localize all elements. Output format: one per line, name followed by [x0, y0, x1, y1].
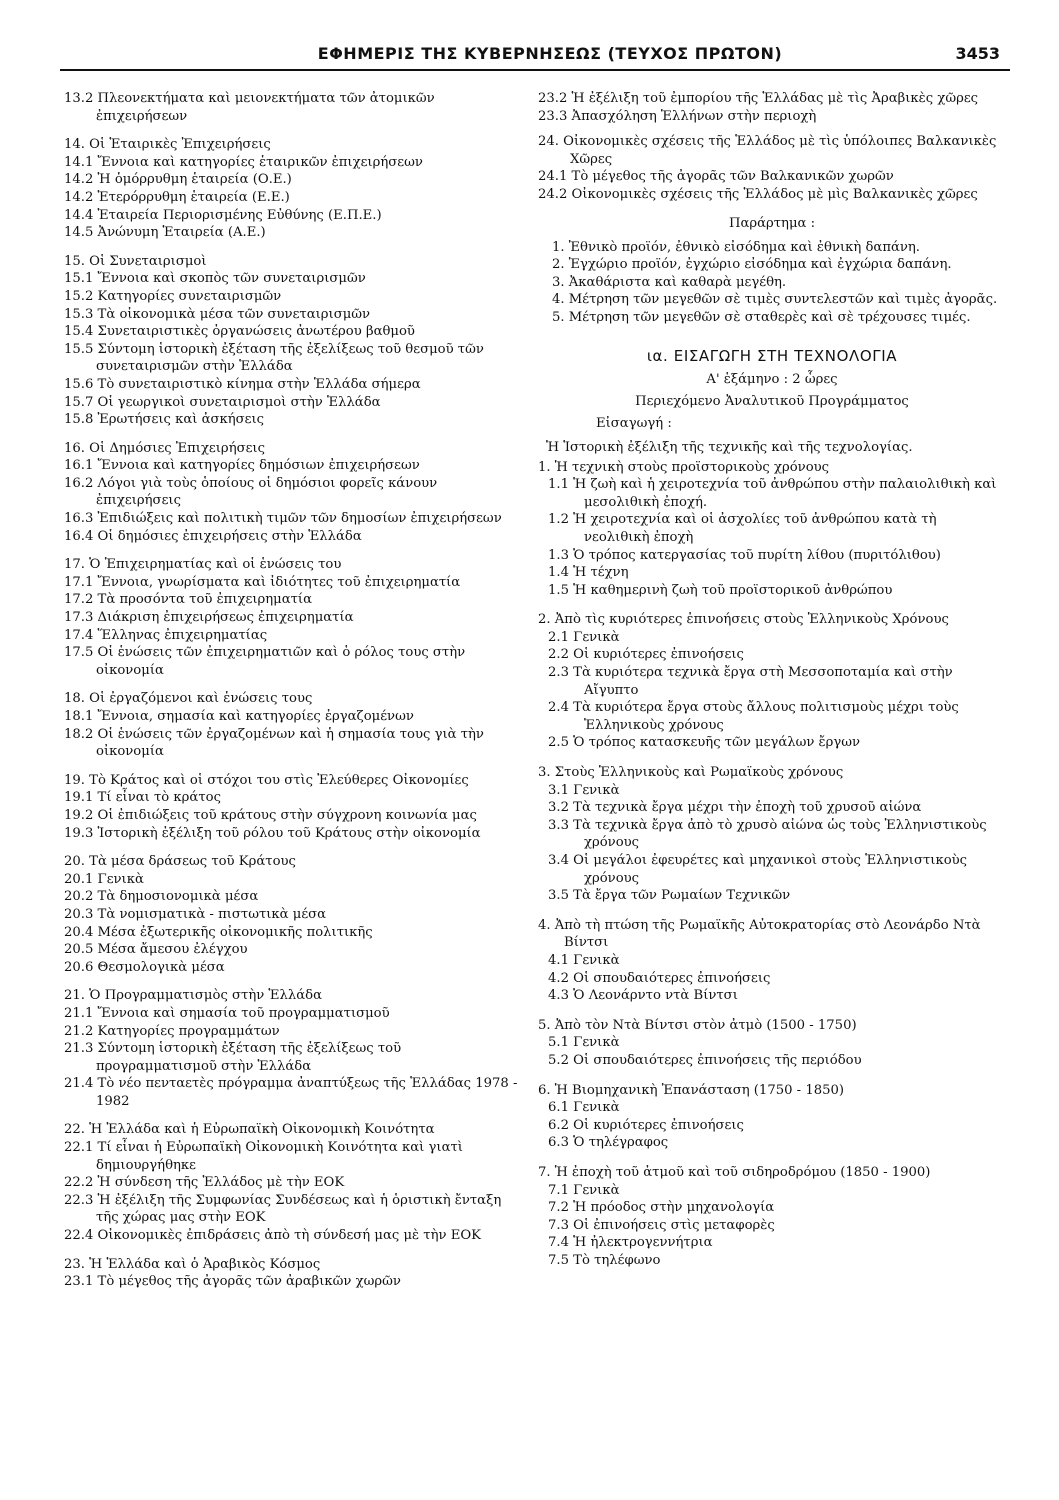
- chapter-heading: 21. Ὁ Προγραμματισμὸς στὴν Ἑλλάδα: [64, 988, 322, 1004]
- syllabus-subunit: 3.5 Τὰ ἔργα τῶν Ρωμαίων Τεχνικῶν: [548, 888, 791, 904]
- chapter-heading: 15. Οἱ Συνεταιρισμοὶ: [64, 253, 207, 269]
- chapter-subitem: 15.3 Τὰ οἰκονομικὰ μέσα τῶν συνεταιρισμῶν: [64, 306, 371, 322]
- chapter-heading: 14. Οἱ Ἑταιρικὲς Ἐπιχειρήσεις: [64, 137, 271, 153]
- syllabus-unit: 2. Ἀπὸ τὶς κυριότερες ἐπινοήσεις στοὺς Ἑλληνικοὺς Χρόνους: [538, 612, 949, 628]
- appendix-item: 2. Ἐγχώριο προϊόν, ἐγχώριο εἰσόδημα καὶ ἐγχώρια δαπάνη.: [552, 257, 952, 273]
- syllabus-subunit: 5.2 Οἱ σπουδαιότερες ἐπινοήσεις τῆς περιόδου: [548, 1052, 862, 1068]
- chapter-subitem: 14.1 Ἔννοια καὶ κατηγορίες ἑταιρικῶν ἐπιχειρήσεων: [64, 154, 423, 170]
- chapter-subitem: 21.1 Ἔννοια καὶ σημασία τοῦ προγραμματισμοῦ: [64, 1005, 390, 1021]
- chapter-subitem: 23.2 Ἡ ἐξέλιξη τοῦ ἐμπορίου τῆς Ἑλλάδας μὲ τὶς Ἀραβικὲς χῶρες: [538, 91, 979, 106]
- syllabus-unit: 4. Ἀπὸ τὴ πτώση τῆς Ρωμαϊκῆς Αὐτοκρατορίας στὸ Λεονάρδο Ντὰ Βίντσι: [538, 917, 981, 951]
- chapter-subitem: 16.4 Οἱ δημόσιες ἐπιχειρήσεις στὴν Ἑλλάδα: [64, 528, 362, 544]
- syllabus-subunit: 2.4 Τὰ κυριότερα ἔργα στοὺς ἄλλους πολιτισμοὺς μέχρι τοὺς Ἑλληνικοὺς χρόνους: [548, 700, 959, 733]
- chapter-subitem: 20.5 Μέσα ἄμεσου ἐλέγχου: [64, 942, 248, 958]
- syllabus-subunit: 1.3 Ὁ τρόπος κατεργασίας τοῦ πυρίτη λίθου (πυριτόλιθου): [548, 547, 941, 563]
- section-intro-label: Εἰσαγωγή :: [596, 415, 672, 431]
- syllabus-subunit: 5.1 Γενικὰ: [548, 1035, 620, 1051]
- syllabus-subunit: 7.4 Ἡ ἠλεκτρογεννήτρια: [548, 1235, 713, 1251]
- chapter-subitem: 16.3 Ἐπιδιώξεις καὶ πολιτικὴ τιμῶν τῶν δημοσίων ἐπιχειρήσεων: [64, 511, 502, 527]
- appendix-item: 4. Μέτρηση τῶν μεγεθῶν σὲ τιμὲς συντελεστῶν καὶ τιμὲς ἀγορᾶς.: [552, 292, 998, 308]
- syllabus-subunit: 3.4 Οἱ μεγάλοι ἐφευρέτες καὶ μηχανικοὶ στοὺς Ἑλληνιστικοὺς χρόνους: [548, 853, 968, 886]
- left-column: [64, 90, 524, 1291]
- syllabus-subunit: 6.2 Οἱ κυριότερες ἐπινοήσεις: [548, 1117, 744, 1133]
- chapter-heading: 22. Ἡ Ἑλλάδα καὶ ἡ Εὐρωπαϊκὴ Οἰκονομικὴ Κοινότητα: [64, 1122, 435, 1138]
- chapter-subitem: 24.1 Τὸ μέγεθος τῆς ἀγορᾶς τῶν Βαλκανικῶν χωρῶν: [538, 169, 894, 185]
- chapter-subitem: 18.2 Οἱ ἑνώσεις τῶν ἐργαζομένων καὶ ἡ σημασία τους γιὰ τὴν οἰκονομία: [64, 726, 484, 760]
- syllabus-subunit: 4.2 Οἱ σπουδαιότερες ἐπινοήσεις: [548, 970, 771, 986]
- chapter-heading: 16. Οἱ Δημόσιες Ἐπιχειρήσεις: [64, 440, 265, 456]
- chapter-subitem: 23.1 Τὸ μέγεθος τῆς ἀγορᾶς τῶν ἀραβικῶν χωρῶν: [64, 1274, 401, 1290]
- appendix-item: 3. Ἀκαθάριστα καὶ καθαρὰ μεγέθη.: [552, 274, 787, 290]
- technology-syllabus-list: [538, 459, 1006, 1270]
- chapter-subitem: 22.2 Ἡ σύνδεση τῆς Ἑλλάδος μὲ τὴν ΕΟΚ: [64, 1175, 345, 1191]
- chapter-heading: 19. Τὸ Κράτος καὶ οἱ στόχοι του στὶς Ἐλεύθερες Οἰκονομίες: [64, 772, 469, 788]
- chapter-subitem: 14.4 Ἑταιρεία Περιορισμένης Εὐθύνης (Ε.Π.Ε.): [64, 207, 382, 223]
- section-title: ια. ΕΙΣΑΓΩΓΗ ΣΤΗ ΤΕΧΝΟΛΟΓΙΑ: [646, 346, 898, 365]
- section-hours: Α' ἑξάμηνο : 2 ὧρες: [706, 371, 838, 387]
- syllabus-subunit: 1.4 Ἡ τέχνη: [548, 565, 629, 581]
- chapter-subitem: 17.4 Ἕλληνας ἐπιχειρηματίας: [64, 627, 268, 643]
- syllabus-subunit: 7.5 Τὸ τηλέφωνο: [548, 1252, 661, 1268]
- syllabus-subunit: 7.2 Ἡ πρόοδος στὴν μηχανολογία: [548, 1200, 775, 1216]
- syllabus-unit: 6. Ἡ Βιομηχανικὴ Ἐπανάσταση (1750 - 1850): [538, 1082, 845, 1098]
- chapter-subitem: 22.1 Τί εἶναι ἡ Εὐρωπαϊκὴ Οἰκονομικὴ Κοινότητα καὶ γιατὶ δημιουργήθηκε: [64, 1140, 463, 1173]
- chapter-heading: 18. Οἱ ἐργαζόμενοι καὶ ἑνώσεις τους: [64, 691, 313, 707]
- syllabus-subunit: 1.1 Ἡ ζωὴ καὶ ἡ χειροτεχνία τοῦ ἀνθρώπου στὴν παλαιολιθικὴ καὶ μεσολιθικὴ ἐποχή.: [548, 477, 997, 510]
- page-header-title: ΕΦΗΜΕΡΙΣ ΤΗΣ ΚΥΒΕΡΝΗΣΕΩΣ (ΤΕΥΧΟΣ ΠΡΩΤΟΝ): [317, 44, 783, 63]
- chapter-subitem: 14.2 Ἡ ὁμόρρυθμη ἑταιρεία (Ο.Ε.): [64, 172, 292, 188]
- right-column: [538, 90, 1006, 1269]
- section-contents-heading: Περιεχόμενο Ἀναλυτικοῦ Προγράμματος: [635, 393, 909, 409]
- chapter-subitem: 17.2 Τὰ προσόντα τοῦ ἐπιχειρηματία: [64, 592, 313, 608]
- syllabus-subunit: 4.1 Γενικὰ: [548, 952, 620, 968]
- chapter-subitem: 19.2 Οἱ ἐπιδιώξεις τοῦ κράτους στὴν σύγχρονη κοινωνία μας: [64, 807, 477, 823]
- chapter-subitem: 17.5 Οἱ ἑνώσεις τῶν ἐπιχειρηματιῶν καὶ ὁ ρόλος τους στὴν οἰκονομία: [64, 645, 466, 678]
- chapter-heading: 23. Ἡ Ἑλλάδα καὶ ὁ Ἀραβικὸς Κόσμος: [64, 1256, 321, 1272]
- chapter-subitem: 19.3 Ἱστορικὴ ἐξέλιξη τοῦ ρόλου τοῦ Κράτους στὴν οἰκονομία: [64, 825, 481, 841]
- syllabus-subunit: 1.5 Ἡ καθημερινὴ ζωὴ τοῦ προϊστορικοῦ ἀνθρώπου: [548, 582, 893, 598]
- chapter-subitem: 15.5 Σύντομη ἱστορικὴ ἐξέταση τῆς ἐξελίξεως τοῦ θεσμοῦ τῶν συνεταιρισμῶν στὴν Ἑλλάδα: [64, 341, 484, 375]
- chapter-subitem: 22.3 Ἡ ἐξέλιξη τῆς Συμφωνίας Συνδέσεως καὶ ἡ ὁριστικὴ ἔνταξη τῆς χώρας μας στὴν ΕΟΚ: [64, 1192, 502, 1226]
- syllabus-unit: 3. Στοὺς Ἑλληνικοὺς καὶ Ρωμαϊκοὺς χρόνους: [538, 765, 844, 781]
- chapter-subitem: 15.6 Τὸ συνεταιριστικὸ κίνημα στὴν Ἑλλάδα σήμερα: [64, 376, 421, 392]
- appendix-item: 1. Ἐθνικὸ προϊόν, ἐθνικὸ εἰσόδημα καὶ ἐθνικὴ δαπάνη.: [552, 239, 921, 255]
- chapter-subitem: 14.2 Ἑτερόρρυθμη ἑταιρεία (Ε.Ε.): [64, 189, 290, 205]
- chapter-subitem: 15.2 Κατηγορίες συνεταιρισμῶν: [64, 288, 282, 304]
- chapter-subitem: 20.4 Μέσα ἐξωτερικῆς οἰκονομικῆς πολιτικῆς: [64, 924, 373, 940]
- right-column-top-list: [538, 90, 1006, 204]
- chapter-subitem: 19.1 Τί εἶναι τὸ κράτος: [64, 790, 221, 806]
- syllabus-unit: 5. Ἀπὸ τὸν Ντὰ Βίντσι στὸν ἀτμὸ (1500 - 1750): [538, 1017, 857, 1033]
- chapter-subitem: 17.1 Ἔννοια, γνωρίσματα καὶ ἰδιότητες τοῦ ἐπιχειρηματία: [64, 574, 461, 590]
- chapter-subitem: 15.8 Ἐρωτήσεις καὶ ἀσκήσεις: [64, 412, 265, 428]
- syllabus-subunit: 7.1 Γενικὰ: [548, 1182, 620, 1198]
- appendix-list: [538, 239, 1006, 327]
- syllabus-subunit: 4.3 Ὁ Λεονάρντο ντὰ Βίντσι: [548, 988, 738, 1004]
- syllabus-unit: 1. Ἡ τεχνικὴ στοὺς προϊστορικοὺς χρόνους: [538, 459, 830, 475]
- syllabus-subunit: 2.2 Οἱ κυριότερες ἐπινοήσεις: [548, 647, 744, 663]
- syllabus-subunit: 3.2 Τὰ τεχνικὰ ἔργα μέχρι τὴν ἐποχὴ τοῦ χρυσοῦ αἰώνα: [548, 800, 922, 816]
- chapter-subitem: 21.3 Σύντομη ἱστορικὴ ἐξέταση τῆς ἐξελίξεως τοῦ προγραμματισμοῦ στὴν Ἑλλάδα: [64, 1041, 402, 1074]
- syllabus-subunit: 2.5 Ὁ τρόπος κατασκευῆς τῶν μεγάλων ἔργων: [548, 735, 861, 751]
- chapter-subitem: 15.1 Ἔννοια καὶ σκοπὸς τῶν συνεταιρισμῶν: [64, 271, 366, 287]
- chapter-subitem: 20.2 Τὰ δημοσιονομικὰ μέσα: [64, 889, 259, 905]
- chapter-subitem: 20.3 Τὰ νομισματικὰ - πιστωτικὰ μέσα: [64, 906, 327, 922]
- chapter-heading: 20. Τὰ μέσα δράσεως τοῦ Κράτους: [64, 854, 296, 870]
- chapter-subitem: 21.2 Κατηγορίες προγραμμάτων: [64, 1023, 280, 1039]
- chapter-heading: 24. Οἰκονομικὲς σχέσεις τῆς Ἑλλάδος μὲ τὶς ὑπόλοιπες Βαλκανικὲς Χῶρες: [538, 134, 997, 167]
- page-number: 3453: [955, 44, 1000, 63]
- chapter-subitem: 23.3 Ἀπασχόληση Ἑλλήνων στὴν περιοχὴ: [538, 108, 817, 124]
- syllabus-unit: 7. Ἡ ἐποχὴ τοῦ ἀτμοῦ καὶ τοῦ σιδηροδρόμου (1850 - 1900): [538, 1164, 931, 1180]
- chapter-subitem: 21.4 Τὸ νέο πενταετὲς πρόγραμμα ἀναπτύξεως τῆς Ἑλλάδας 1978 - 1982: [64, 1076, 518, 1109]
- chapter-subitem: 16.2 Λόγοι γιὰ τοὺς ὁποίους οἱ δημόσιοι φορεῖς κάνουν ἐπιχειρήσεις: [64, 475, 438, 509]
- syllabus-subunit: 3.3 Τὰ τεχνικὰ ἔργα ἀπὸ τὸ χρυσὸ αἰώνα ὡς τοὺς Ἑλληνιστικοὺς χρόνους: [548, 817, 987, 851]
- header-rule: [60, 69, 1010, 71]
- chapter-subitem: 14.5 Ἀνώνυμη Ἑταιρεία (Α.Ε.): [64, 225, 266, 241]
- chapter-subitem: 17.3 Διάκριση ἐπιχειρήσεως ἐπιχειρηματία: [64, 610, 354, 626]
- syllabus-subunit: 2.3 Τὰ κυριότερα τεχνικὰ ἔργα στὴ Μεσσοποταμία καὶ στὴν Αἴγυπτο: [548, 665, 953, 698]
- chapter-subitem: 22.4 Οἰκονομικὲς ἐπιδράσεις ἀπὸ τὴ σύνδεσή μας μὲ τὴν ΕΟΚ: [64, 1228, 481, 1244]
- appendix-title: Παράρτημα :: [728, 215, 816, 231]
- chapter-subitem: 13.2 Πλεονεκτήματα καὶ μειονεκτήματα τῶν ἀτομικῶν ἐπιχειρήσεων: [64, 91, 435, 124]
- syllabus-subunit: 6.1 Γενικὰ: [548, 1100, 620, 1116]
- chapter-heading: 17. Ὁ Ἐπιχειρηματίας καὶ οἱ ἑνώσεις του: [64, 557, 342, 573]
- syllabus-subunit: 1.2 Ἡ χειροτεχνία καὶ οἱ ἀσχολίες τοῦ ἀνθρώπου κατὰ τὴ νεολιθικὴ ἐποχὴ: [548, 512, 937, 545]
- appendix-item: 5. Μέτρηση τῶν μεγεθῶν σὲ σταθερὲς καὶ σὲ τρέχουσες τιμές.: [552, 309, 971, 325]
- chapter-subitem: 15.7 Οἱ γεωργικοὶ συνεταιρισμοὶ στὴν Ἑλλάδα: [64, 394, 381, 410]
- chapter-subitem: 24.2 Οἰκονομικὲς σχέσεις τῆς Ἑλλάδος μὲ μὶς Βαλκανικὲς χῶρες: [538, 186, 978, 202]
- chapter-subitem: 20.6 Θεσμολογικὰ μέσα: [64, 959, 225, 975]
- syllabus-subunit: 3.1 Γενικὰ: [548, 782, 620, 798]
- section-lead-text: Ἡ Ἱστορικὴ ἐξέλιξη τῆς τεχνικῆς καὶ τῆς τεχνολογίας.: [546, 439, 913, 455]
- chapter-subitem: 20.1 Γενικὰ: [64, 871, 144, 887]
- syllabus-subunit: 6.3 Ὁ τηλέγραφος: [548, 1135, 669, 1151]
- syllabus-subunit: 2.1 Γενικὰ: [548, 629, 620, 645]
- chapter-subitem: 16.1 Ἔννοια καὶ κατηγορίες δημόσιων ἐπιχειρήσεων: [64, 458, 420, 474]
- syllabus-subunit: 7.3 Οἱ ἐπινοήσεις στὶς μεταφορὲς: [548, 1217, 775, 1233]
- chapter-subitem: 18.1 Ἔννοια, σημασία καὶ κατηγορίες ἐργαζομένων: [64, 709, 414, 724]
- chapter-subitem: 15.4 Συνεταιριστικὲς ὀργανώσεις ἀνωτέρου βαθμοῦ: [64, 324, 415, 340]
